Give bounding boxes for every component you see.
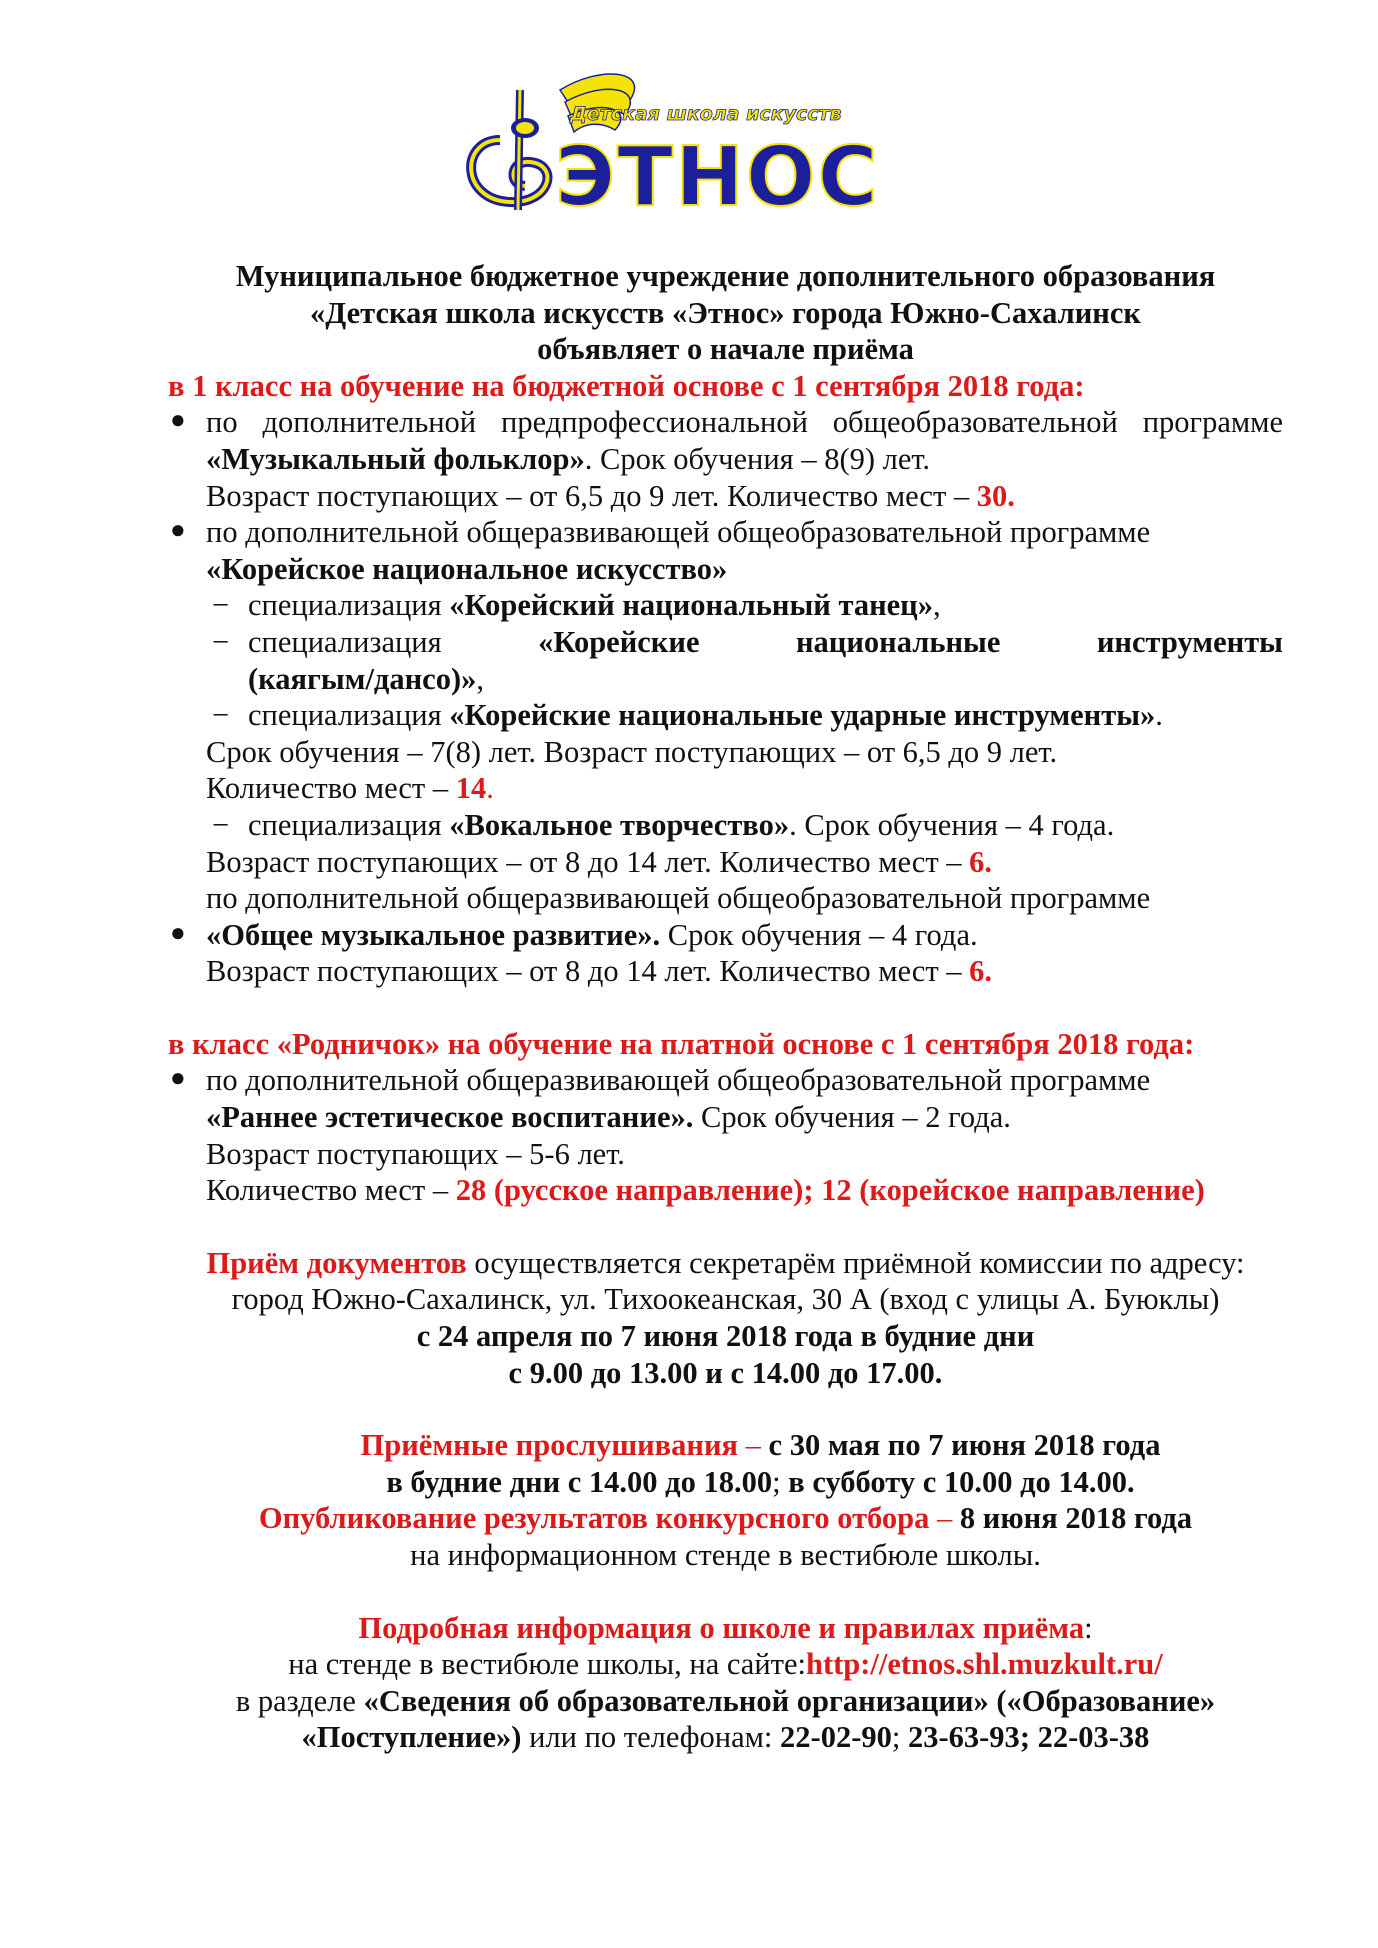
results-label: Опубликование результатов конкурсного отбора	[258, 1501, 930, 1536]
phone-1: 22-02-90	[780, 1720, 892, 1755]
documents-block	[168, 1245, 1283, 1391]
announcement	[168, 258, 1283, 1756]
spec4-age: Возраст поступающих – от 8 до 14 лет. Количество мест –	[206, 844, 970, 879]
phone-3: 22-03-38	[1037, 1720, 1150, 1755]
header-line-2: «Детская школа искусств «Этнос» города Южно-Сахалинск	[310, 295, 1141, 330]
spec2-word2: национальные	[795, 624, 1001, 659]
spec-item	[168, 697, 1283, 734]
treble-clef-icon	[440, 70, 930, 220]
auditions-dates: с 30 мая по 7 июня 2018 года	[768, 1428, 1161, 1463]
spec1-prefix: специализация	[248, 588, 450, 623]
logo-subtitle: Детская школа искусств	[570, 103, 842, 125]
list-item	[168, 1062, 1283, 1208]
header-line-3: объявляет о начале приёма	[537, 332, 914, 367]
results-dash: –	[929, 1501, 960, 1536]
dash-icon: −	[212, 624, 230, 659]
results-date: 8 июня 2018 года	[959, 1501, 1193, 1536]
spec1-suffix: ,	[933, 588, 941, 623]
item2-seats: 14	[455, 771, 487, 806]
section2-duration: Срок обучения – 2 года.	[693, 1100, 1011, 1135]
section1-title: в 1 класс на обучение на бюджетной основе с 1 сентября 2018 года:	[168, 368, 1085, 403]
info-section-name2: «Поступление»)	[301, 1720, 522, 1755]
results-place: на информационном стенде в вестибюле школы.	[410, 1538, 1041, 1572]
item3-intro: по дополнительной общеразвивающей общеобразовательной программе	[206, 881, 1151, 916]
item3-duration: Срок обучения – 4 года.	[660, 917, 978, 952]
bullet-icon: ●	[170, 405, 186, 435]
item1-age: Возраст поступающих – от 6,5 до 9 лет. Количество мест –	[206, 478, 977, 513]
item1-program-line	[206, 441, 1283, 478]
auditions-weekday: в будние дни с 14.00 до 18.00	[386, 1464, 773, 1499]
spec2-prefix: специализация	[248, 624, 442, 659]
spec2-word1: «Корейские	[538, 624, 700, 659]
item3-seats: 6.	[969, 954, 993, 989]
spec3-suffix: .	[1155, 698, 1163, 733]
auditions-label: Приёмные прослушивания	[360, 1428, 739, 1463]
dash-icon: −	[212, 588, 230, 623]
section2-age: Возраст поступающих – 5-6 лет.	[206, 1136, 625, 1171]
item2-duration: Срок обучения – 7(8) лет. Возраст поступающих – от 6,5 до 9 лет.	[206, 734, 1058, 769]
auditions-saturday: в субботу с 10.00 до 14.00.	[788, 1464, 1135, 1499]
word: общеобразовательной	[832, 405, 1118, 440]
info-colon: :	[1084, 1610, 1093, 1645]
spec3-name: «Корейские национальные ударные инструменты»	[449, 698, 1156, 733]
word: программе	[1142, 405, 1283, 440]
bullet-icon: ●	[170, 515, 186, 545]
info-line1: на стенде в вестибюле школы, на сайте:	[288, 1647, 806, 1682]
documents-text: осуществляется секретарём приёмной комиссии по адресу:	[466, 1245, 1245, 1280]
word: предпрофессиональной	[501, 405, 808, 440]
word: по	[206, 405, 238, 440]
phone-sep-1: ;	[891, 1720, 908, 1755]
item2-seats-end: .	[486, 771, 494, 806]
spec4-prefix: специализация	[248, 807, 450, 842]
dash-icon: −	[212, 698, 230, 733]
spec2-word3: инструменты	[1096, 624, 1283, 659]
list-item	[168, 514, 1283, 587]
documents-label: Приём документов	[206, 1245, 467, 1280]
logo-name: ЭТНОС	[555, 130, 880, 220]
item3-age: Возраст поступающих – от 8 до 14 лет. Количество мест –	[206, 954, 970, 989]
spec-item	[168, 807, 1283, 844]
spec4-name: «Вокальное творчество»	[449, 807, 790, 842]
info-label: Подробная информация о школе и правилах приёма	[358, 1610, 1085, 1645]
item1-age-line	[206, 478, 1283, 515]
info-block	[168, 1610, 1283, 1756]
auditions-sep: ;	[772, 1464, 789, 1499]
item1-line1	[206, 404, 1283, 441]
phone-2: 23-63-93	[907, 1720, 1020, 1755]
documents-address: город Южно-Сахалинск, ул. Тихоокеанская, 30 А (вход с улицы А. Буюклы)	[231, 1282, 1220, 1317]
spec-item	[168, 587, 1283, 624]
phones-prefix: или по телефонам:	[521, 1720, 781, 1755]
word: дополнительной	[262, 405, 477, 440]
section2-line1: по дополнительной общеразвивающей общеобразовательной программе	[206, 1063, 1151, 1098]
spec2-suffix: ,	[476, 661, 485, 696]
documents-hours: с 9.00 до 13.00 и с 14.00 до 17.00.	[508, 1355, 943, 1390]
section2-program: «Раннее эстетическое воспитание».	[206, 1100, 694, 1135]
spec1-name: «Корейский национальный танец»	[449, 588, 934, 623]
bullet-icon: ●	[170, 917, 186, 947]
section2-seats-label: Количество мест –	[206, 1173, 456, 1208]
auditions-block	[168, 1427, 1283, 1573]
spec4-seats: 6.	[969, 844, 993, 879]
list-item	[168, 404, 1283, 514]
phone-sep-2: ;	[1019, 1720, 1038, 1755]
info-line2-prefix: в разделе	[235, 1683, 364, 1718]
spec3-prefix: специализация	[248, 698, 450, 733]
item2-details	[168, 734, 1283, 807]
item1-seats: 30.	[976, 478, 1015, 513]
dash-icon: −	[212, 807, 230, 842]
header	[168, 258, 1283, 368]
spec2-cont: (каягым/дансо)»	[248, 661, 477, 696]
info-section-name: «Сведения об образовательной организации» («Образование»	[363, 1683, 1216, 1718]
spec4-duration: . Срок обучения – 4 года.	[789, 807, 1115, 842]
header-line-1: Муниципальное бюджетное учреждение дополнительного образования	[235, 259, 1216, 293]
item1-duration: . Срок обучения – 8(9) лет.	[584, 441, 931, 476]
section2-title: в класс «Родничок» на обучение на платной основе с 1 сентября 2018 года:	[168, 1026, 1195, 1061]
section2-seats: 28 (русское направление); 12 (корейское направление)	[455, 1173, 1205, 1208]
spec-item	[168, 624, 1283, 697]
item3-program: «Общее музыкальное развитие».	[206, 917, 661, 952]
site-link[interactable]: http://etnos.shl.muzkult.ru/	[805, 1647, 1163, 1682]
item1-program: «Музыкальный фольклор»	[206, 441, 585, 476]
school-logo	[440, 70, 930, 220]
documents-dates: с 24 апреля по 7 июня 2018 года в будние дни	[416, 1319, 1035, 1354]
item2-seats-label: Количество мест –	[206, 771, 456, 806]
bullet-icon: ●	[170, 1063, 186, 1093]
list-item	[168, 917, 1283, 990]
item2-program: «Корейское национальное искусство»	[206, 551, 728, 586]
auditions-dash: –	[738, 1428, 769, 1463]
item2-line1: по дополнительной общеразвивающей общеобразовательной программе	[206, 515, 1151, 550]
